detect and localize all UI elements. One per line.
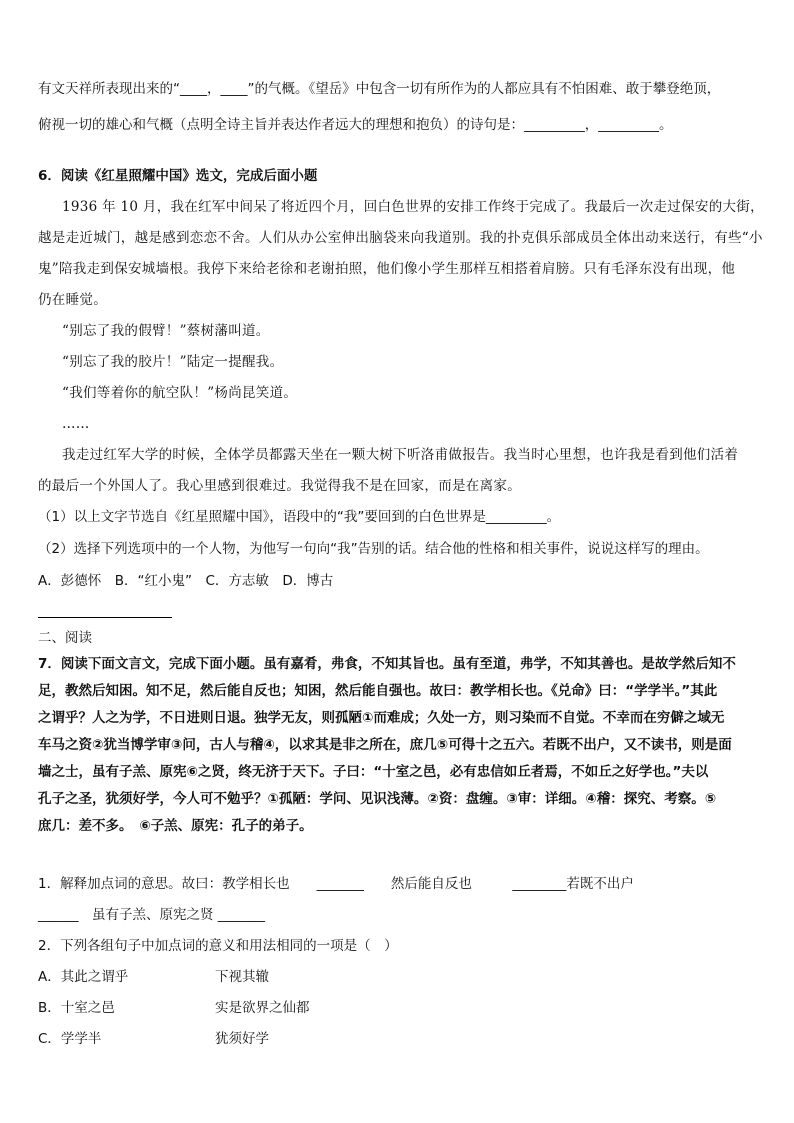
option-a-left: A．其此之谓乎 bbox=[38, 969, 129, 985]
dialogue-line: “别忘了我的假臂！”蔡树藩叫道。 bbox=[62, 323, 270, 339]
dialogue-line: “别忘了我的胶片！”陆定一提醒我。 bbox=[62, 354, 284, 370]
question-7-line: 足，教然后知困。知不足，然后能自反也；知困，然后能自强也。故曰：教学相长也。《兑命》曰：“学学半。”其此 bbox=[38, 683, 718, 699]
option-b-right: 实是欲界之仙都 bbox=[215, 1000, 310, 1016]
option-c-left: C．学学半 bbox=[38, 1031, 102, 1047]
passage-line: 我走过红军大学的时候，全体学员都露天坐在一颗大树下听洛甫做报告。我当时心里想，也许我是看到他们活着 bbox=[62, 447, 739, 463]
text-line: 有文天祥所表现出来的“____，____”的气概。《望岳》中包含一切有所作为的人都应具有不怕困难、敢于攀登绝顶， bbox=[38, 81, 721, 97]
option-c-right: 犹须好学 bbox=[215, 1031, 269, 1047]
section-title: 二、阅读 bbox=[38, 630, 92, 646]
passage-line: 1936 年 10 月，我在红军中间呆了将近四个月，回白色世界的安排工作终于完成了。我最后一次走过保安的大街， bbox=[62, 199, 764, 215]
question-7-line: 庶几：差不多。 ⑥子羔、原宪：孔子的弟子。 bbox=[38, 818, 313, 834]
passage-line: 的最后一个外国人了。我心里感到很难过。我觉得我不是在回家，而是在离家。 bbox=[38, 478, 521, 494]
option-a-right: 下视其辙 bbox=[215, 969, 269, 985]
question-7-line: 孔子之圣，犹须好学，今人可不勉乎？①孤陋：学问、见识浅薄。②资：盘缠。③审：详细。④稽：探究、考察。⑤ bbox=[38, 791, 717, 807]
passage-line: 越是走近城门，越是感到恋恋不舍。人们从办公室伸出脑袋来向我道别。我的扑克俱乐部成员全体出动来送行，有些“小 bbox=[38, 230, 763, 246]
choice-line: A．彭德怀 B．“红小鬼” C．方志敏 D．博古 bbox=[38, 573, 334, 589]
ellipsis-line: …… bbox=[62, 416, 90, 432]
question-7-line: 墙之士，虽有子羔、原宪⑥之贤，终无济于天下。子曰：“十室之邑，必有忠信如丘者焉，不如丘之好学也。”夫以 bbox=[38, 764, 709, 780]
option-b-left: B．十室之邑 bbox=[38, 1000, 115, 1016]
question-7-line: 7．阅读下面文言文，完成下面小题。虽有嘉肴，弗食，不知其旨也。虽有至道，弗学，不知其善也。是故学然后知不 bbox=[38, 656, 736, 672]
sub-question-1: 1．解释加点词的意思。故曰：教学相长也 _______ 然后能自反也 ________若既不出户 bbox=[38, 876, 634, 892]
sub-question-2: （2）选择下列选项中的一个人物，为他写一句向“我”告别的话。结合他的性格和相关事件，说说这样写的理由。 bbox=[38, 541, 709, 557]
passage-line: 仍在睡觉。 bbox=[38, 292, 107, 308]
question-7-line: 之谓乎？人之为学，不日进则日退。独学无友，则孤陋①而难成；久处一方，则习染而不自觉。不幸而在穷僻之域无 bbox=[38, 710, 725, 726]
text-line: 俯视一切的雄心和气概（点明全诗主旨并表达作者远大的理想和抱负）的诗句是：_________，_________。 bbox=[38, 117, 673, 133]
sub-question-1: （1）以上文字节选自《红星照耀中国》，语段中的“我”要回到的白色世界是_________。 bbox=[38, 509, 561, 525]
question-6-title: 6．阅读《红星照耀中国》选文，完成后面小题 bbox=[38, 168, 318, 184]
divider bbox=[38, 617, 172, 618]
question-7-line: 车马之资②犹当博学审③问，古人与稽④，以求其是非之所在，庶几⑤可得十之五六。若既不出户，又不读书，则是面 bbox=[38, 737, 732, 753]
dialogue-line: “我们等着你的航空队！”杨尚昆笑道。 bbox=[62, 385, 298, 401]
passage-line: 鬼”陪我走到保安城墙根。我停下来给老徐和老谢拍照，他们像小学生那样互相搭着肩膀。只有毛泽东没有出现，他 bbox=[38, 261, 736, 277]
sub-question-1-cont: ______ 虽有子羔、原宪之贤 _______ bbox=[38, 907, 266, 923]
sub-question-2: 2．下列各组句子中加点词的意义和用法相同的一项是（ ） bbox=[38, 938, 398, 954]
